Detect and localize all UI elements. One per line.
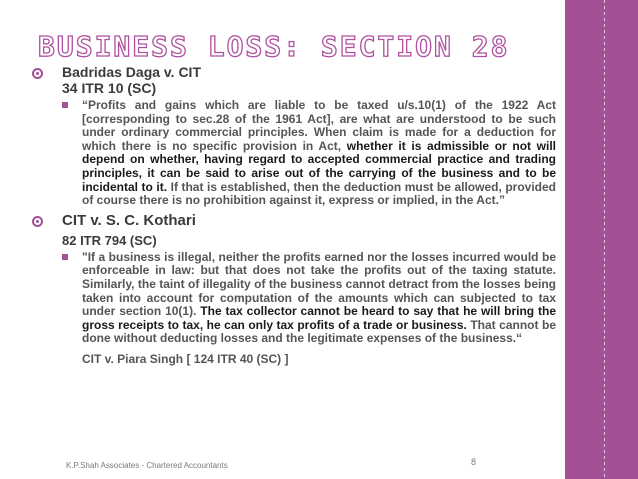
case-quote [62, 99, 556, 208]
circle-bullet-icon [32, 216, 43, 227]
case-sc-kothari [32, 212, 556, 366]
case-citation: 34 ITR 10 (SC) [62, 80, 157, 96]
case-citation: 82 ITR 794 (SC) [62, 232, 157, 248]
slide-content [32, 64, 556, 366]
quote-emphasis: whether it is admissible or not will depend on whether, having regard to accepted commercial practice and trading principles, it can be said to arise out of the carrying of the business and to be incidental to it. [82, 138, 556, 194]
case-name: CIT v. S. C. Kothari [62, 211, 196, 229]
quote-text-start: "If a business is illegal, neither the profits earned nor the losses incurred would be enforceable in law: but that does not take the profits out of the taxing statute. Similarly, the taint of illegality of the business cannot detract from the losses being taken into account for computation of the amounts which can subjected to tax under section 10(1). [82, 249, 556, 319]
square-bullet-icon [62, 102, 68, 108]
decorative-sidebar [565, 0, 638, 479]
quote-emphasis: The tax collector cannot be heard to say that he will bring the gross receipts to tax, he can only tax profits of a trade or business. [82, 304, 556, 332]
footer-text: K.P.Shah Associates - Chartered Accountants [66, 461, 228, 470]
square-bullet-icon [62, 254, 68, 260]
quote-text-end: That cannot be done without deducting losses and the legitimate expenses of the business.“ [82, 317, 556, 346]
case-quote [62, 251, 556, 346]
slide-title: BUSINESS LOSS: SECTION 28 [38, 30, 510, 63]
quote-text-start: “Profits and gains which are liable to be taxed u/s.10(1) of the 1922 Act [corresponding to sec.28 of the 1961 Act], are what are understood to be such under ordinary commercial principles. When claim is made for a deduction for which there is no specific provision in Act, [82, 98, 556, 153]
quote-text-end: If that is established, then the deduction must be allowed, provided of course there is no prohibition against it, express or implied, in the Act.” [82, 179, 556, 208]
case-name: Badridas Daga v. CIT [62, 64, 202, 80]
circle-bullet-icon [32, 68, 43, 79]
page-number: 8 [471, 457, 477, 467]
case-reference: CIT v. Piara Singh [ 124 ITR 40 (SC) ] [82, 351, 289, 366]
case-badridas-daga [32, 64, 556, 208]
sidebar-dotted-rule [604, 0, 605, 479]
